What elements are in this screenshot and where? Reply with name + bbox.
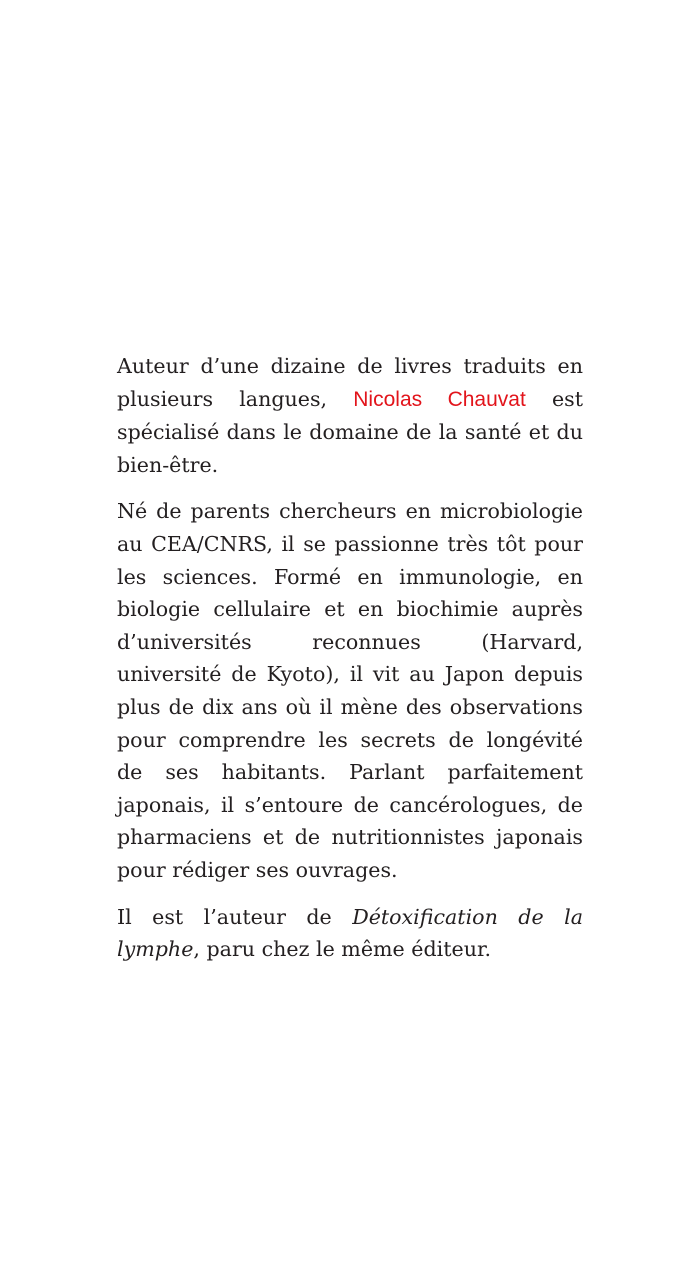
bio-paragraph-background: Né de parents chercheurs en microbiologie au CEA/CNRS, il se passionne très tôt pour les sciences. Formé en immunologie, en biologie cellulaire et en biochimie auprès d’universités reconnues (Harvard, université de Kyoto), il vit au Japon depuis plus de dix ans où il mène des observations pour comprendre les secrets de longévité de ses habitants. Parlant parfaitement japonais, il s’entoure de cancérologues, de pharmaciens et de nutritionnistes japonais pour rédiger ses ouvrages. [117, 499, 583, 882]
intro-text: Auteur d’une dizaine de livres traduits en plusieurs langues, [117, 354, 583, 411]
author-bio [117, 350, 583, 980]
intro-text-end: est spécialisé dans le domaine de la santé et du bien-être. [117, 386, 583, 477]
books-text-end: , paru chez le même éditeur. [193, 937, 492, 962]
author-name: Nicolas Chauvat [353, 387, 526, 411]
bio-paragraph-books [117, 901, 583, 966]
bio-paragraph-intro [117, 350, 583, 481]
books-text: Il est l’auteur de [117, 904, 353, 929]
book-title: Détoxification de la lymphe [117, 904, 583, 962]
